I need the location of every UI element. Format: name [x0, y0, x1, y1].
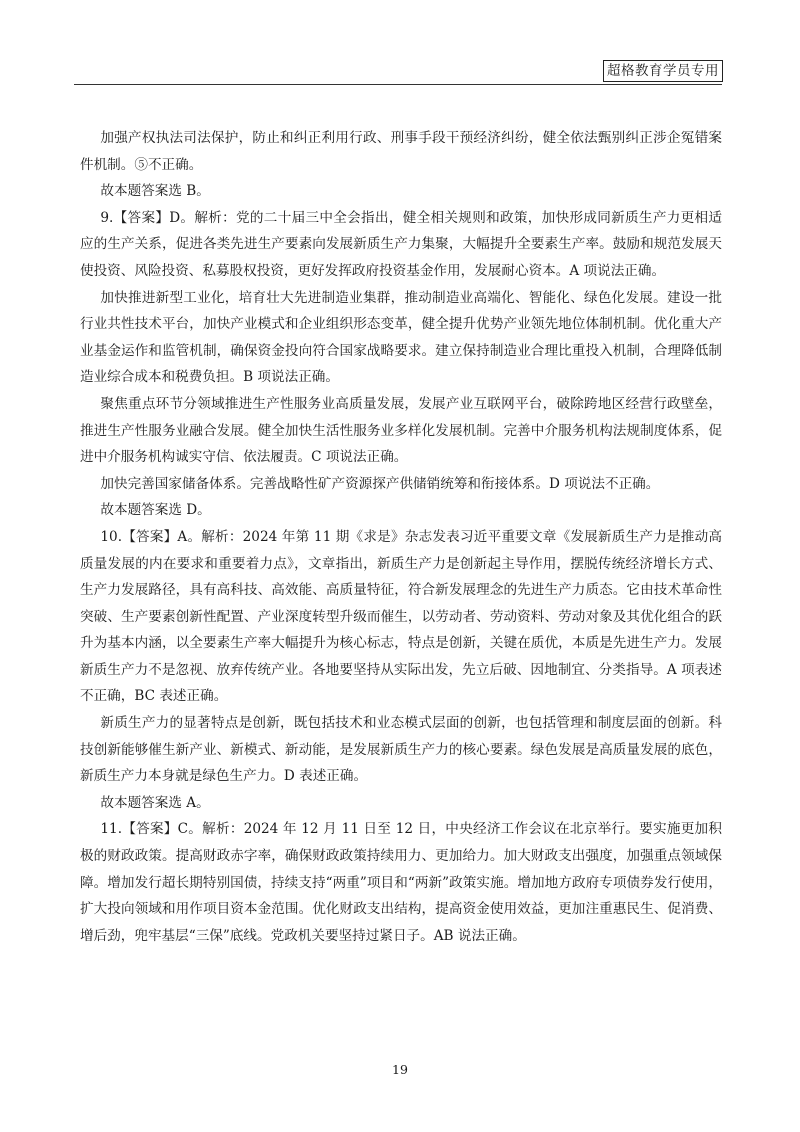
paragraph: 10.【答案】A。解析：2024 年第 11 期《求是》杂志发表习近平重要文章《发展新质生产力是推动高质量发展的内在要求和重要着力点》，文章指出，新质生产力是创新起主导作用，摆脱传统经济增长方式、生产力发展路径，具有高科技、高效能、高质量特征，符合新发展理念的先进生产力质态。它由技术革命性突破、生产要素创新性配置、产业深度转型升级而催生，以劳动者、劳动资料、劳动对象及其优化组合的跃升为基本内涵，以全要素生产率大幅提升为核心标志，特点是创新，关键在质优，本质是先进生产力。发展新质生产力不是忽视、放弃传统产业。各地要坚持从实际出发，先立后破、因地制宜、分类指导。A 项表述不正确，BC 表述正确。 — [80, 528, 722, 705]
paragraph: 聚焦重点环节分领域推进生产性服务业高质量发展，发展产业互联网平台，破除跨地区经营行政壁垒，推进生产性服务业融合发展。健全加快生活性服务业多样化发展机制。完善中介服务机构法规制度体系，促进中介服务机构诚实守信、依法履责。C 项说法正确。 — [80, 395, 722, 466]
page-number: 19 — [392, 1062, 408, 1077]
paragraph: 加快推进新型工业化，培育壮大先进制造业集群，推动制造业高端化、智能化、绿色化发展。建设一批行业共性技术平台，加快产业模式和企业组织形态变革，健全提升优势产业领先地位体制机制。优化重大产业基金运作和监管机制，确保资金投向符合国家战略要求。建立保持制造业合理比重投入机制，合理降低制造业综合成本和税费负担。B 项说法正确。 — [80, 289, 722, 386]
paragraph: 11.【答案】C。解析：2024 年 12 月 11 日至 12 日，中央经济工作会议在北京举行。要实施更加积极的财政政策。提高财政赤字率，确保财政政策持续用力、更加给力。加大财政支出强度，加强重点领域保障。增加发行超长期特别国债，持续支持“两重”项目和“两新”政策实施。增加地方政府专项债券发行使用，扩大投向领域和用作项目资本金范围。优化财政支出结构，提高资金使用效益，更加注重惠民生、促消费、增后劲，兜牢基层“三保”底线。党政机关要坚持过紧日子。AB 说法正确。 — [80, 821, 722, 944]
header-divider — [74, 84, 722, 85]
paragraph: 故本题答案选 D。 — [100, 502, 211, 519]
paragraph: 加强产权执法司法保护，防止和纠正利用行政、刑事手段干预经济纠纷，健全依法甄别纠正涉企冤错案件机制。⑤不正确。 — [80, 130, 722, 173]
paragraph: 故本题答案选 A。 — [100, 794, 210, 811]
paragraph: 9.【答案】D。解析：党的二十届三中全会指出，健全相关规则和政策，加快形成同新质生产力更相适应的生产关系，促进各类先进生产要素向发展新质生产力集聚，大幅提升全要素生产率。鼓励和规范发展天使投资、风险投资、私募股权投资，更好发挥政府投资基金作用，发展耐心资本。A 项说法正确。 — [80, 209, 722, 279]
paragraph: 故本题答案选 B。 — [100, 183, 210, 200]
paragraph: 新质生产力的显著特点是创新，既包括技术和业态模式层面的创新，也包括管理和制度层面的创新。科技创新能够催生新产业、新模式、新动能，是发展新质生产力的核心要素。绿色发展是高质量发展的底色，新质生产力本身就是绿色生产力。D 表述正确。 — [80, 715, 722, 785]
document-body — [80, 125, 722, 949]
paragraph: 加快完善国家储备体系。完善战略性矿产资源探产供储销统筹和衔接体系。D 项说法不正确。 — [100, 475, 660, 492]
header-label: 超格教育学员专用 — [603, 60, 723, 82]
